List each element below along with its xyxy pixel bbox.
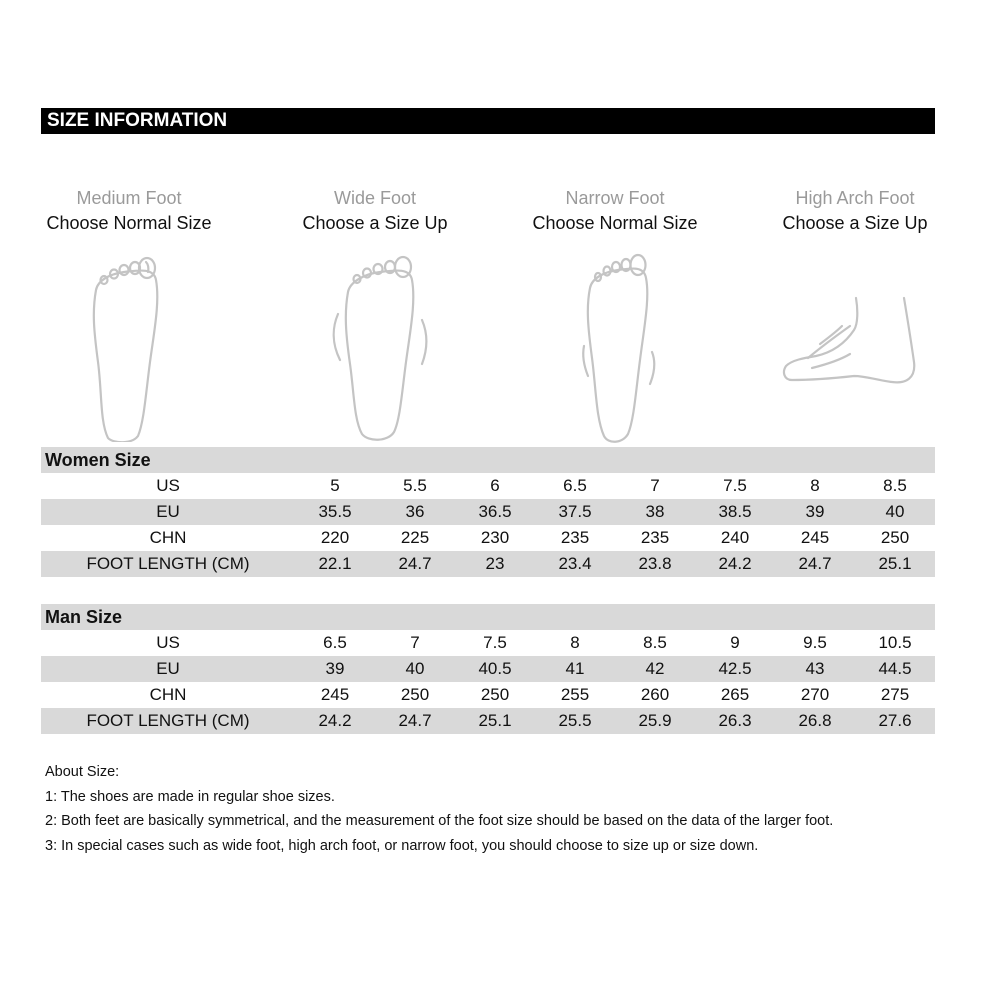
row-label: US bbox=[156, 476, 180, 495]
table-cell: 235 bbox=[640, 528, 670, 547]
table-cell: 8.5 bbox=[883, 476, 907, 495]
table-cell: 40.5 bbox=[478, 659, 512, 678]
row-label: EU bbox=[156, 502, 180, 521]
table-row-us bbox=[41, 630, 935, 656]
table-cell: 36 bbox=[405, 502, 425, 521]
foot-advice-label: Choose Normal Size bbox=[532, 213, 698, 233]
table-cell: 24.7 bbox=[398, 554, 432, 573]
foot-type-label: Medium Foot bbox=[76, 188, 182, 208]
foot-type-medium bbox=[29, 186, 229, 236]
table-row-us bbox=[41, 473, 935, 499]
table-cell: 40 bbox=[885, 502, 905, 521]
table-cell: 245 bbox=[320, 685, 350, 704]
table-cell: 26.3 bbox=[718, 711, 752, 730]
table-cell: 260 bbox=[640, 685, 670, 704]
table-cell: 25.1 bbox=[878, 554, 912, 573]
man-size-heading: Man Size bbox=[41, 604, 935, 630]
table-cell: 8 bbox=[810, 476, 820, 495]
notes-heading: About Size: bbox=[45, 764, 120, 780]
table-cell: 230 bbox=[480, 528, 510, 547]
medium-foot-icon bbox=[88, 252, 162, 442]
table-cell: 7.5 bbox=[483, 633, 507, 652]
table-cell: 23.4 bbox=[558, 554, 592, 573]
foot-advice-label: Choose a Size Up bbox=[782, 213, 928, 233]
table-cell: 39 bbox=[325, 659, 345, 678]
table-cell: 24.7 bbox=[798, 554, 832, 573]
table-cell: 24.2 bbox=[718, 554, 752, 573]
table-cell: 225 bbox=[400, 528, 430, 547]
foot-type-wide bbox=[275, 186, 475, 236]
table-cell: 250 bbox=[480, 685, 510, 704]
table-cell: 27.6 bbox=[878, 711, 912, 730]
foot-type-label: Wide Foot bbox=[333, 188, 417, 208]
note-item: 3: In special cases such as wide foot, high arch foot, or narrow foot, you should choose to size up or size down. bbox=[45, 837, 759, 854]
table-cell: 220 bbox=[320, 528, 350, 547]
row-label: CHN bbox=[149, 528, 187, 547]
table-cell: 6.5 bbox=[323, 633, 347, 652]
table-cell: 250 bbox=[880, 528, 910, 547]
table-cell: 38 bbox=[645, 502, 665, 521]
table-cell: 43 bbox=[805, 659, 825, 678]
table-row-foot-length bbox=[41, 708, 935, 734]
table-cell: 44.5 bbox=[878, 659, 912, 678]
foot-type-label: Narrow Foot bbox=[565, 188, 665, 208]
table-cell: 23.8 bbox=[638, 554, 672, 573]
table-cell: 26.8 bbox=[798, 711, 832, 730]
table-cell: 25.5 bbox=[558, 711, 592, 730]
table-cell: 255 bbox=[560, 685, 590, 704]
row-label: EU bbox=[156, 659, 180, 678]
table-row-eu bbox=[41, 499, 935, 525]
table-cell: 37.5 bbox=[558, 502, 592, 521]
table-cell: 24.7 bbox=[398, 711, 432, 730]
table-cell: 10.5 bbox=[878, 633, 912, 652]
foot-type-high-arch bbox=[755, 186, 955, 236]
table-cell: 245 bbox=[800, 528, 830, 547]
page-title: SIZE INFORMATION bbox=[41, 108, 935, 134]
table-cell: 42.5 bbox=[718, 659, 752, 678]
women-size-table bbox=[41, 447, 935, 577]
foot-type-label: High Arch Foot bbox=[795, 188, 915, 208]
row-label: US bbox=[156, 633, 180, 652]
table-cell: 38.5 bbox=[718, 502, 752, 521]
wide-foot-icon bbox=[330, 252, 430, 442]
table-cell: 265 bbox=[720, 685, 750, 704]
row-label: FOOT LENGTH (CM) bbox=[86, 554, 250, 573]
women-size-heading: Women Size bbox=[41, 447, 935, 473]
table-row-eu bbox=[41, 656, 935, 682]
table-cell: 5 bbox=[330, 476, 340, 495]
table-cell: 6.5 bbox=[563, 476, 587, 495]
table-cell: 35.5 bbox=[318, 502, 352, 521]
table-cell: 40 bbox=[405, 659, 425, 678]
table-cell: 24.2 bbox=[318, 711, 352, 730]
table-cell: 7 bbox=[650, 476, 660, 495]
table-cell: 22.1 bbox=[318, 554, 352, 573]
table-cell: 23 bbox=[485, 554, 505, 573]
row-label: FOOT LENGTH (CM) bbox=[86, 711, 250, 730]
high-arch-foot-icon bbox=[780, 292, 920, 386]
table-cell: 41 bbox=[565, 659, 585, 678]
table-row-chn bbox=[41, 682, 935, 708]
table-cell: 250 bbox=[400, 685, 430, 704]
man-size-table bbox=[41, 604, 935, 734]
row-label: CHN bbox=[149, 685, 187, 704]
table-row-foot-length bbox=[41, 551, 935, 577]
foot-type-narrow bbox=[515, 186, 715, 236]
table-cell: 240 bbox=[720, 528, 750, 547]
table-cell: 5.5 bbox=[403, 476, 427, 495]
table-cell: 9.5 bbox=[803, 633, 827, 652]
table-cell: 9 bbox=[730, 633, 740, 652]
foot-advice-label: Choose Normal Size bbox=[46, 213, 212, 233]
table-cell: 270 bbox=[800, 685, 830, 704]
table-cell: 8 bbox=[570, 633, 580, 652]
table-cell: 36.5 bbox=[478, 502, 512, 521]
table-cell: 235 bbox=[560, 528, 590, 547]
narrow-foot-icon bbox=[580, 248, 660, 444]
table-cell: 6 bbox=[490, 476, 500, 495]
table-cell: 42 bbox=[645, 659, 665, 678]
table-cell: 7 bbox=[410, 633, 420, 652]
size-notes bbox=[45, 760, 833, 858]
table-cell: 25.1 bbox=[478, 711, 512, 730]
table-cell: 275 bbox=[880, 685, 910, 704]
table-cell: 8.5 bbox=[643, 633, 667, 652]
table-cell: 39 bbox=[805, 502, 825, 521]
note-item: 2: Both feet are basically symmetrical, and the measurement of the foot size should be based on the data of the larger foot. bbox=[45, 813, 834, 829]
foot-advice-label: Choose a Size Up bbox=[302, 213, 448, 233]
table-cell: 25.9 bbox=[638, 711, 672, 730]
table-cell: 7.5 bbox=[723, 476, 747, 495]
note-item: 1: The shoes are made in regular shoe sizes. bbox=[45, 788, 335, 805]
table-row-chn bbox=[41, 525, 935, 551]
